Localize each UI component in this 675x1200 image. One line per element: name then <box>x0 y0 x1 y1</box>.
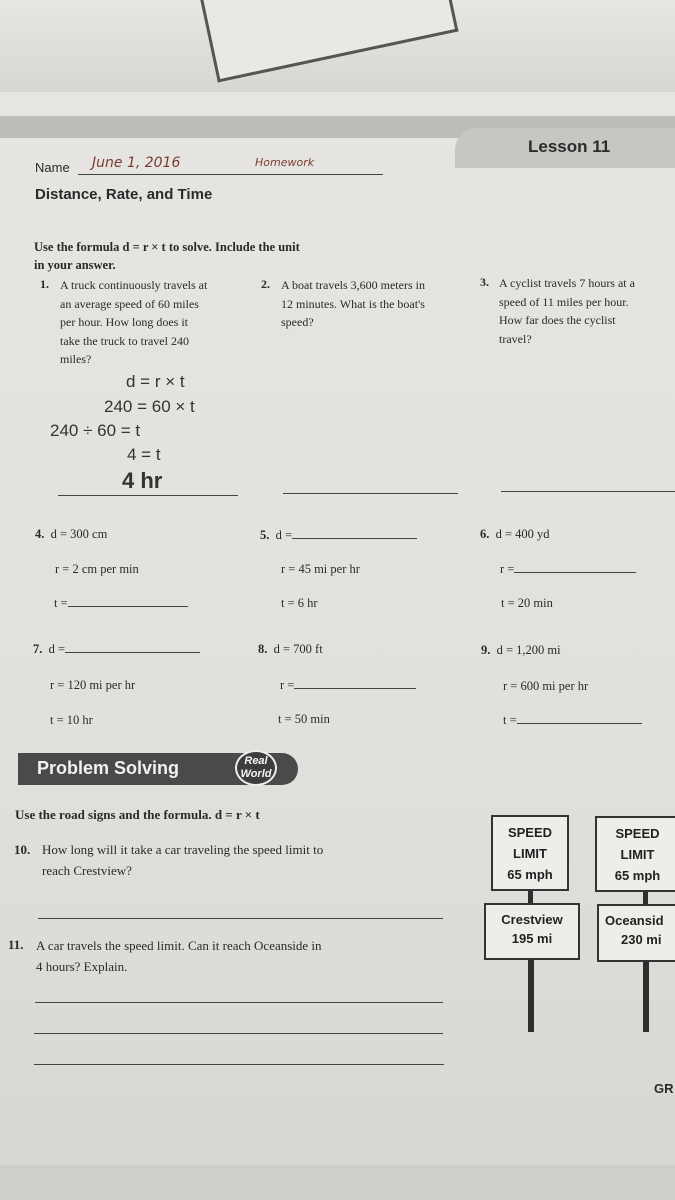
sign-1-speed-value: 65 mph <box>507 867 553 882</box>
problem-9-d-value: d = 1,200 mi <box>496 643 561 657</box>
problem-9-t <box>503 713 642 728</box>
problem-10-text <box>42 839 323 881</box>
lesson-label: Lesson 11 <box>528 137 611 156</box>
instructions-line-2: in your answer. <box>34 258 116 272</box>
speed-limit-sign-2 <box>595 816 675 892</box>
oceanside-name: Oceansid <box>605 913 664 928</box>
problem-4-d-value: d = 300 cm <box>50 527 108 541</box>
page-bottom-edge <box>0 1165 675 1200</box>
problem-6-d <box>480 527 550 542</box>
speed-limit-sign-1 <box>491 815 569 891</box>
name-handwriting: June 1, 2016 <box>92 155 181 171</box>
problem-8-d-value: d = 700 ft <box>273 642 323 656</box>
problem-2-line: A boat travels 3,600 meters in <box>281 278 425 292</box>
problem-3-line: A cyclist travels 7 hours at a <box>499 276 635 290</box>
problem-3-number: 3. <box>480 275 489 289</box>
problem-10-line-1: How long will it take a car traveling the speed limit to <box>42 842 324 857</box>
problem-1-line: an average speed of 60 miles <box>60 296 199 311</box>
problem-7-d-label: d = <box>48 642 66 656</box>
problem-11-text <box>36 935 322 977</box>
problem-5-number: 5. <box>260 528 270 542</box>
problem-7-d <box>33 642 200 657</box>
answer-line-11c <box>34 1064 444 1065</box>
name-line <box>78 174 383 175</box>
problem-8-d <box>258 642 323 657</box>
problem-7-r: r = 120 mi per hr <box>50 678 136 692</box>
problem-6-r-blank <box>514 572 636 573</box>
problem-4-d <box>35 527 107 542</box>
sign-1-limit-word: LIMIT <box>513 846 547 861</box>
instructions-line-1: Use the formula d = r × t to solve. Include the unit <box>34 240 300 254</box>
answer-1: 4 hr <box>122 468 163 493</box>
problem-6-number: 6. <box>480 527 490 541</box>
crestview-sign <box>484 903 580 960</box>
problem-8-r-blank <box>294 688 416 689</box>
name-label: Name <box>35 160 70 175</box>
problem-9-number: 9. <box>481 643 491 657</box>
problem-2-text <box>281 276 471 332</box>
work-line-3: 240 ÷ 60 = t <box>50 421 141 440</box>
answer-line-2 <box>283 493 458 494</box>
problem-6-d-value: d = 400 yd <box>495 527 550 541</box>
problem-11-number: 11. <box>8 937 24 952</box>
problem-5-d <box>260 528 417 543</box>
footer-code: GR <box>654 1081 674 1096</box>
problem-2-line: 12 minutes. What is the boat's <box>281 296 425 311</box>
problem-10-line-2: reach Crestview? <box>42 863 132 878</box>
sign-2-post <box>643 962 649 1032</box>
sign-1-speed-word: SPEED <box>507 825 553 840</box>
problem-4-r: r = 2 cm per min <box>55 562 139 576</box>
problem-6-r-label: r = <box>500 562 515 576</box>
problem-7-d-blank <box>65 652 200 653</box>
crestview-distance: 195 mi <box>511 931 553 946</box>
problem-5-d-label: d = <box>275 528 293 542</box>
problem-3-line: How far does the cyclist <box>499 313 616 327</box>
problem-5-r: r = 45 mi per hr <box>281 562 360 576</box>
problem-8-t: t = 50 min <box>278 712 330 726</box>
problem-3-line: travel? <box>499 331 532 346</box>
problem-7-number: 7. <box>33 642 43 656</box>
answer-line-3 <box>501 491 675 492</box>
problem-9-t-label: t = <box>503 713 517 727</box>
problem-solving-title: Problem Solving <box>37 758 180 778</box>
badge-line-2: World <box>240 768 272 780</box>
problem-9-r: r = 600 mi per hr <box>503 679 589 693</box>
instructions <box>34 238 364 274</box>
problem-solving-instructions: Use the road signs and the formula. d = r × t <box>15 807 260 822</box>
problem-7-t: t = 10 hr <box>50 713 93 727</box>
sign-2-limit-word: LIMIT <box>620 847 655 862</box>
problem-8-r <box>280 678 416 693</box>
oceanside-distance: 230 mi <box>621 932 662 947</box>
problem-3-line: speed of 11 miles per hour. <box>499 294 629 309</box>
problem-1-text <box>60 276 250 369</box>
problem-8-r-label: r = <box>280 678 295 692</box>
problem-2-line: speed? <box>281 315 314 329</box>
problem-5-d-blank <box>292 538 417 539</box>
answer-line-10 <box>38 918 443 919</box>
answer-line-1 <box>58 495 238 496</box>
sign-2-speed-word: SPEED <box>615 826 660 841</box>
problem-3-text <box>499 274 675 348</box>
problem-4-t <box>54 596 188 611</box>
work-line-4: 4 = t <box>127 445 161 464</box>
problem-9-d <box>481 643 561 658</box>
answer-line-11a <box>35 1002 443 1003</box>
page-title: Distance, Rate, and Time <box>35 186 213 203</box>
problem-6-t: t = 20 min <box>501 596 553 610</box>
answer-line-11b <box>34 1033 443 1034</box>
problem-9-t-blank <box>517 723 642 724</box>
sign-2-speed-value: 65 mph <box>614 868 661 883</box>
problem-4-t-label: t = <box>54 596 68 610</box>
problem-8-number: 8. <box>258 642 268 656</box>
sign-1-connector <box>528 891 533 903</box>
work-line-2: 240 = 60 × t <box>104 397 195 416</box>
problem-4-number: 4. <box>35 527 45 541</box>
oceanside-sign <box>597 904 675 962</box>
problem-11-line-1: A car travels the speed limit. Can it reach Oceanside in <box>36 938 322 953</box>
problem-11-line-2: 4 hours? Explain. <box>36 959 128 974</box>
badge-line-1: Real <box>244 755 268 767</box>
sign-1-post <box>528 960 534 1032</box>
problem-2-number: 2. <box>261 277 270 291</box>
problem-5-t: t = 6 hr <box>281 596 318 610</box>
problem-1-line: per hour. How long does it <box>60 315 188 329</box>
real-world-badge <box>235 750 277 786</box>
problem-6-r <box>500 562 636 577</box>
problem-10-number: 10. <box>14 842 31 857</box>
homework-handwriting: Homework <box>255 156 315 169</box>
problem-4-t-blank <box>68 606 188 607</box>
sign-2-connector <box>643 892 648 904</box>
problem-1-line: take the truck to travel 240 <box>60 333 189 348</box>
problem-1-line: miles? <box>60 352 92 366</box>
problem-1-line: A truck continuously travels at <box>60 278 208 292</box>
work-line-1: d = r × t <box>126 372 185 391</box>
problem-1-number: 1. <box>40 277 49 291</box>
crestview-name: Crestview <box>501 912 563 927</box>
